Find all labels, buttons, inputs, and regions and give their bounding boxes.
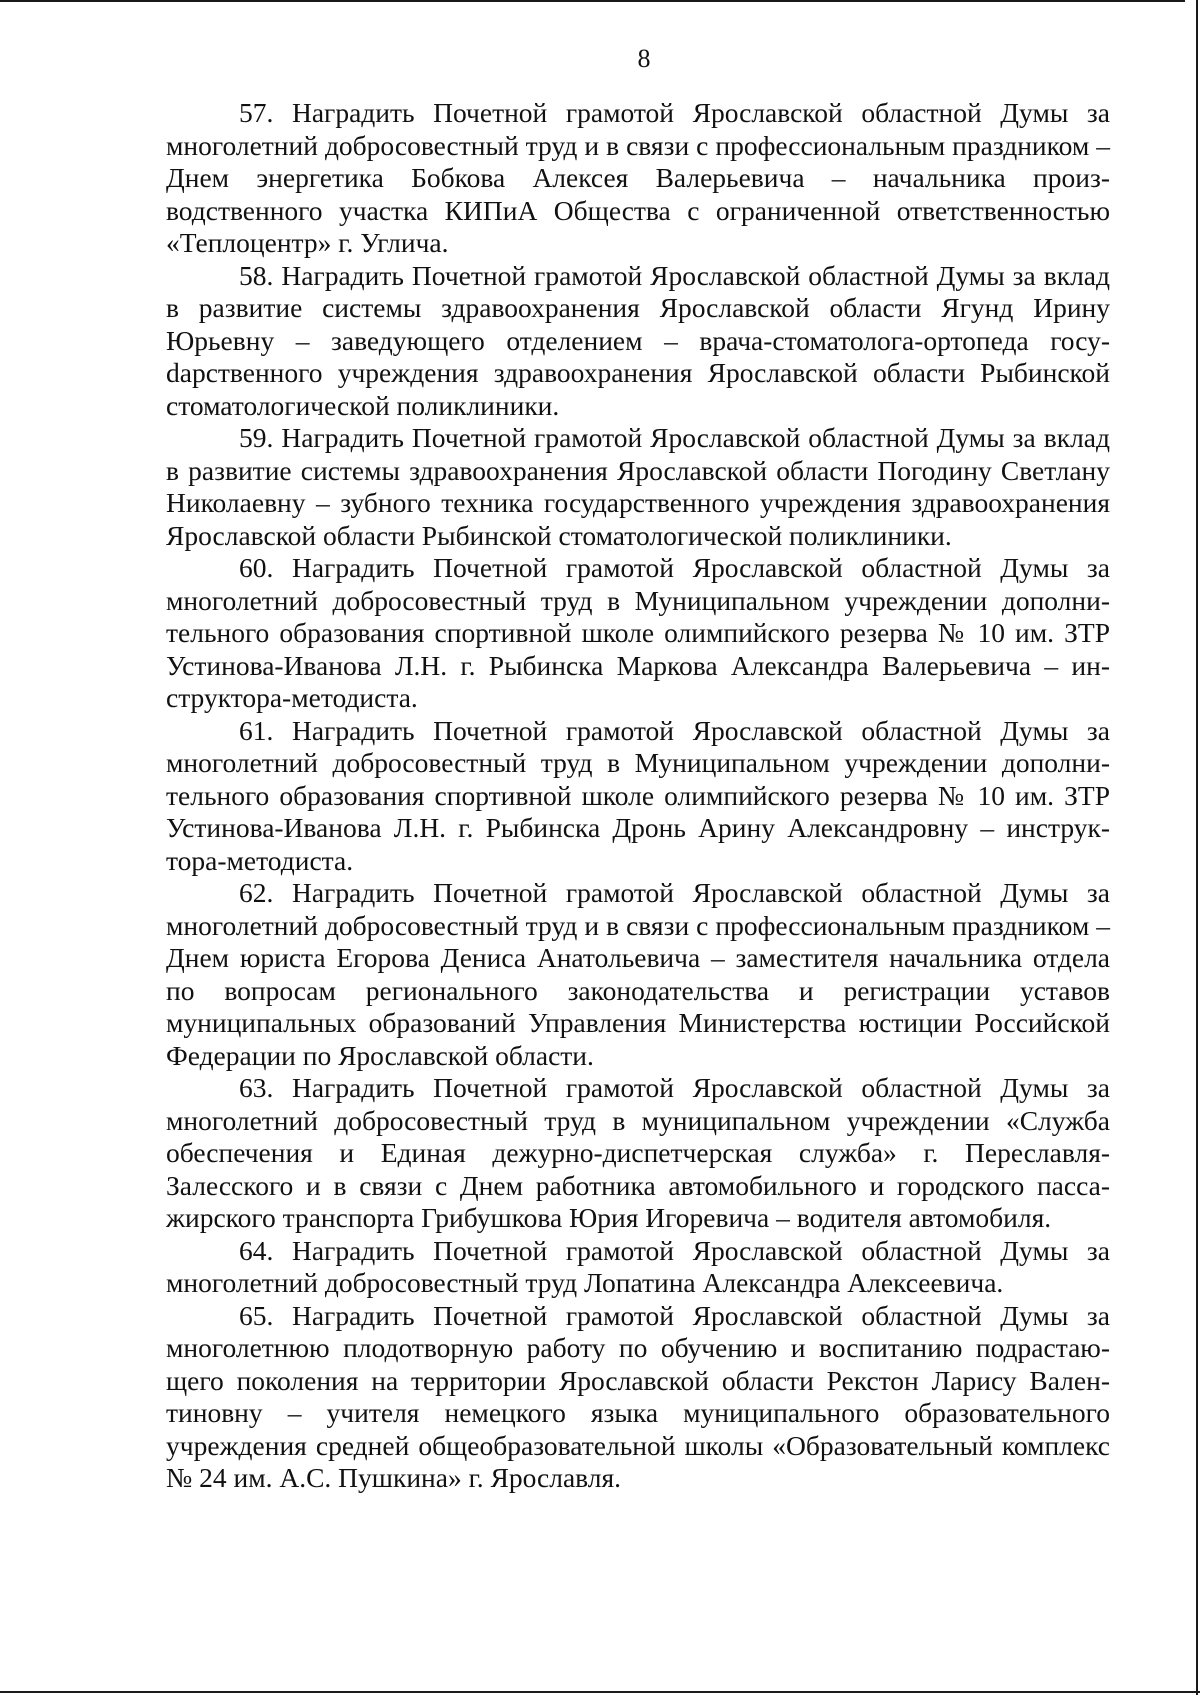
award-item-58: 58. Наградить Почетной грамотой Ярославской областной Думы за вклад в развитие системы здравоохранения Ярославской области Ягунд Ирину Юрьевну – заведующего отделением – врача-стоматолога-ортопеда госуdарственного учреждения здравоохранения Ярославской области Рыбинской стоматологической поликлиники. xyxy=(166,259,1110,421)
award-item-63: 63. Наградить Почетной грамотой Ярославской областной Думы за многолетний добросовестный труд в муниципальном учреждении «Служба обеспечения и Единая дежурно-диспетчерская служба» г. Переславля-Залесского и в связи с Днем работника автомобильного и городского пассажирского транспорта Грибушкова Юрия Игоревича – водителя автомобиля. xyxy=(166,1072,1110,1233)
award-item-62: 62. Наградить Почетной грамотой Ярославской областной Думы за многолетний добросовестный труд и в связи с профессиональным праздником – Днем юриста Егорова Дениса Анатольевича – заместителя начальника отдела по вопросам регионального законодательства и регистрации уставов муниципальных образований Управления Министерства юстиции Российской Федерации по Ярославской области. xyxy=(166,877,1110,1071)
award-item-59: 59. Наградить Почетной грамотой Ярославской областной Думы за вклад в развитие системы здравоохранения Ярославской области Погодину Светлану Николаевну – зубного техника государственного учреждения здравоохранения Ярославской области Рыбинской стоматологической поликлиники. xyxy=(166,422,1110,551)
award-item-65: 65. Наградить Почетной грамотой Ярославской областной Думы за многолетнюю плодотворную работу по обучению и воспитанию подрастающего поколения на территории Ярославской области Рекстон Ларису Валентиновну – учителя немецкого языка муниципального образовательного учреждения средней общеобразовательной школы «Образовательный комплекс № 24 им. А.С. Пушкина» г. Ярославля. xyxy=(166,1299,1110,1493)
document-body xyxy=(166,97,1110,1495)
award-item-61: 61. Наградить Почетной грамотой Ярославской областной Думы за многолетний добросовестный труд в Муниципальном учреждении дополнительного образования спортивной школе олимпийского резерва № 10 им. ЗТР Устинова-Иванова Л.Н. г. Рыбинска Дронь Арину Александровну – инструктора-методиста. xyxy=(166,714,1110,876)
scan-border-bottom xyxy=(0,1691,1200,1693)
scan-border-top xyxy=(0,0,1185,2)
page-number: 8 xyxy=(637,44,651,73)
award-item-60: 60. Наградить Почетной грамотой Ярославской областной Думы за многолетний добросовестный труд в Муниципальном учреждении дополнительного образования спортивной школе олимпийского резерва № 10 им. ЗТР Устинова-Иванова Л.Н. г. Рыбинска Маркова Александра Валерьевича – инструктора-методиста. xyxy=(166,552,1110,713)
scan-border-right xyxy=(1196,0,1198,1695)
award-item-64: 64. Наградить Почетной грамотой Ярославской областной Думы за многолетний добросовестный труд Лопатина Александра Алексеевича. xyxy=(166,1234,1110,1298)
award-item-57: 57. Наградить Почетной грамотой Ярославской областной Думы за многолетний добросовестный труд и в связи с профессиональным праздником – Днем энергетика Бобкова Алексея Валерьевича – начальника производственного участка КИПиА Общества с ограниченной ответственностью «Теплоцентр» г. Углича. xyxy=(166,97,1110,258)
